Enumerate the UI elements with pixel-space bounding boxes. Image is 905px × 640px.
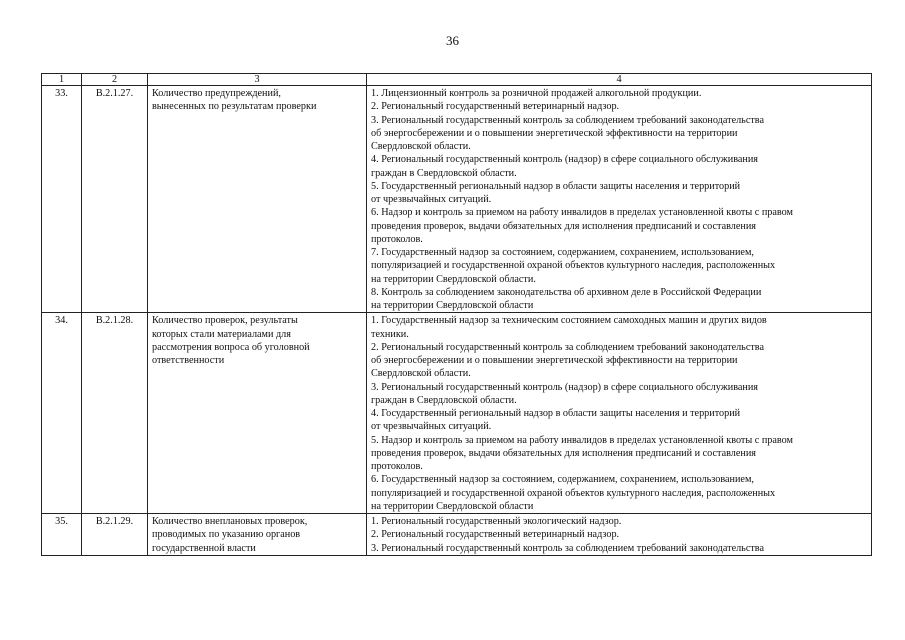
control-type-line: на территории Свердловской области [371,500,534,512]
row-code: B.2.1.27. [82,86,148,313]
control-types-cell [367,313,872,514]
header-cell: 4 [367,74,872,86]
control-type-line: протоколов. [371,233,423,245]
control-type-line: на территории Свердловской области. [371,273,536,285]
table-row [42,514,872,556]
control-type-line: об энергосбережении и о повышении энергетической эффективности на территории [371,355,738,366]
indicator-line: рассмотрения вопроса об уголовной [152,341,310,353]
control-type-line: граждан в Свердловской области. [371,167,517,179]
control-type-line: 4. Региональный государственный контроль (надзор) в сфере социального обслуживания [371,154,758,166]
control-type-line: 6. Государственный надзор за состоянием, содержанием, сохранением, использованием, [371,474,754,486]
indicator-cell [148,313,367,514]
row-number: 33. [42,86,82,313]
control-types-cell [367,514,872,556]
header-cell: 2 [82,74,148,86]
control-type-line: 2. Региональный государственный контроль за соблюдением требований законодательства [371,341,764,353]
control-type-line: 5. Государственный региональный надзор в области защиты населения и территорий [371,180,741,192]
control-type-line: проведения проверок, выдачи обязательных для исполнения предписаний и составления [371,220,756,232]
control-types-cell [367,86,872,313]
row-code: B.2.1.29. [82,514,148,556]
control-type-line: популяризацией и государственной охраной объектов культурного наследия, расположенных [371,487,776,499]
control-type-line: об энергосбережении и о повышении энергетической эффективности на территории [371,127,738,139]
row-code: B.2.1.28. [82,313,148,514]
control-type-line: 2. Региональный государственный ветеринарный надзор. [371,529,620,541]
control-type-line: популяризацией и государственной охраной объектов культурного наследия, расположенных [371,260,776,272]
indicator-line: вынесенных по результатам проверки [152,101,317,113]
page-number: 36 [446,33,459,48]
indicator-line: ответственности [152,355,225,366]
indicator-line: государственной власти [152,542,256,554]
control-type-line: 4. Государственный региональный надзор в области защиты населения и территорий [371,408,741,419]
indicator-line: Количество предупреждений, [152,88,281,99]
control-type-line: на территории Свердловской области [371,300,534,311]
control-type-line: от чрезвычайных ситуаций. [371,194,492,205]
control-type-line: 3. Региональный государственный контроль за соблюдением требований законодательства [371,542,764,554]
header-cell: 3 [148,74,367,86]
table-row [42,313,872,514]
indicator-line: которых стали материалами для [152,328,291,340]
row-number: 35. [42,514,82,556]
indicator-line: проводимых по указанию органов [152,529,301,541]
control-type-line: от чрезвычайных ситуаций. [371,421,492,433]
control-type-line: Свердловской области. [371,368,471,380]
control-type-line: 1. Государственный надзор за техническим состоянием самоходных машин и других видов [371,315,767,327]
table-row [42,86,872,313]
control-type-line: 1. Региональный государственный экологический надзор. [371,516,622,527]
indicator-cell [148,514,367,556]
control-type-line: Свердловской области. [371,141,471,152]
control-type-line: протоколов. [371,461,423,472]
row-number: 34. [42,313,82,514]
indicator-line: Количество проверок, результаты [152,315,298,327]
control-type-line: 6. Надзор и контроль за приемом на работу инвалидов в пределах установленной квоты с правом [371,207,793,219]
control-type-line: техники. [371,328,409,340]
indicator-line: Количество внеплановых проверок, [152,516,308,527]
control-type-line: 2. Региональный государственный ветеринарный надзор. [371,101,620,113]
table-header-row [42,74,872,86]
control-type-line: 5. Надзор и контроль за приемом на работу инвалидов в пределах установленной квоты с правом [371,434,793,446]
indicators-table [41,73,872,556]
control-type-line: проведения проверок, выдачи обязательных для исполнения предписаний и составления [371,447,756,459]
control-type-line: граждан в Свердловской области. [371,394,517,406]
control-type-line: 3. Региональный государственный контроль за соблюдением требований законодательства [371,114,764,126]
control-type-line: 7. Государственный надзор за состоянием, содержанием, сохранением, использованием, [371,247,754,258]
indicator-cell [148,86,367,313]
control-type-line: 1. Лицензионный контроль за розничной продажей алкогольной продукции. [371,88,702,99]
header-cell: 1 [42,74,82,86]
control-type-line: 8. Контроль за соблюдением законодательства об архивном деле в Российской Федерации [371,286,762,298]
control-type-line: 3. Региональный государственный контроль (надзор) в сфере социального обслуживания [371,381,758,393]
